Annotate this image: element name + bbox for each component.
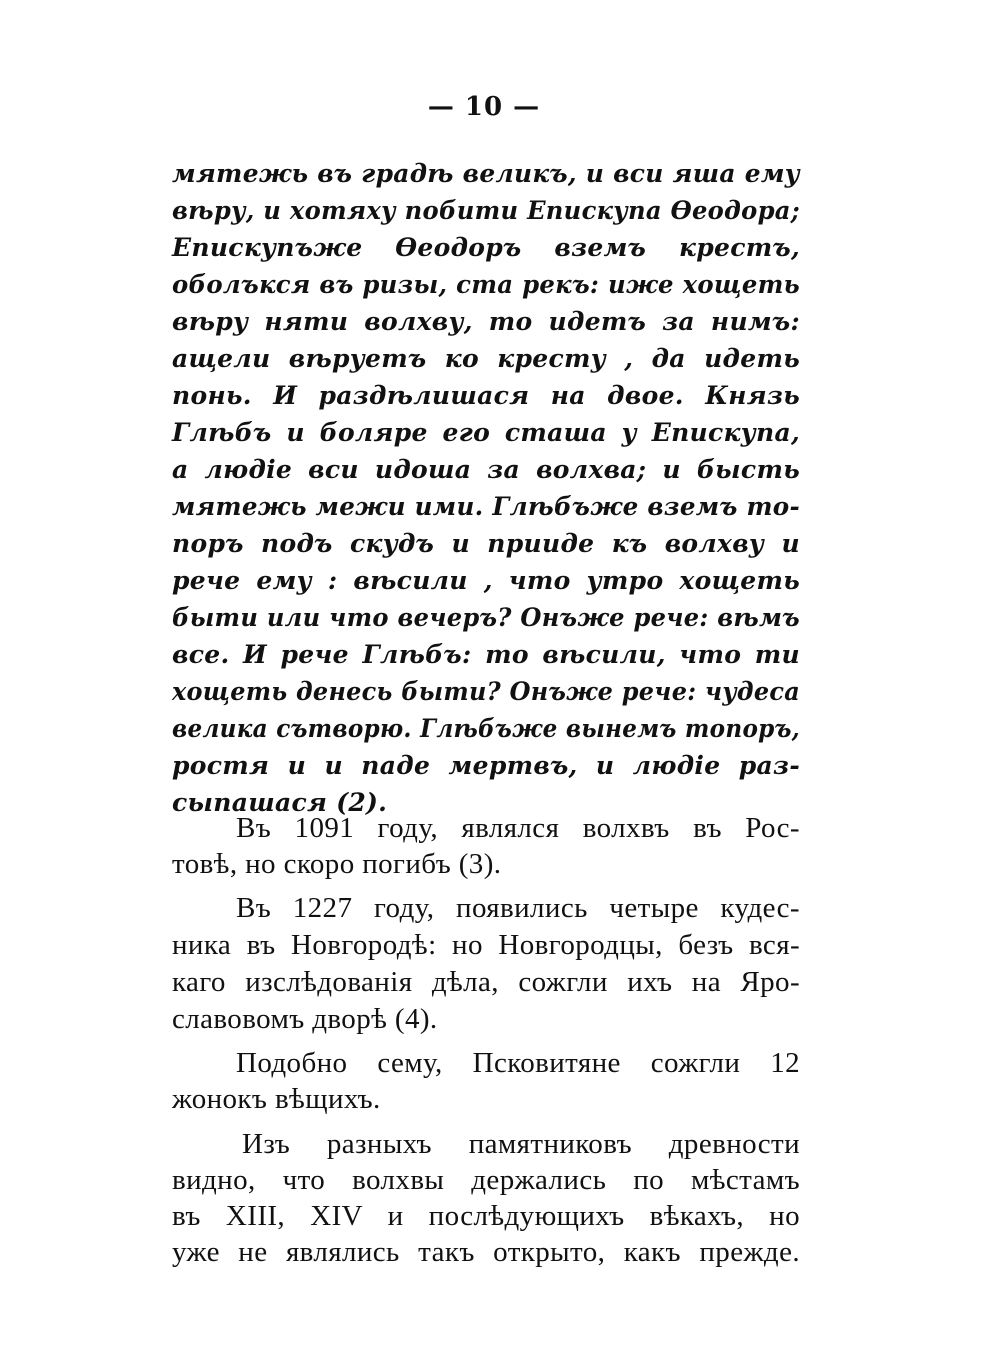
quote-line: ащели вѣруетъ ко кресту , да идеть (172, 344, 800, 373)
paragraph-line: жонокъ вѣщихъ. (172, 1083, 381, 1115)
quote-line: ростя и и паде мертвъ, и людіе раз- (172, 751, 800, 780)
quote-line: поръ подъ скудъ и прииде къ волхву и (172, 529, 800, 558)
quote-line: рече ему : вѣсили , что утро хощеть (172, 566, 800, 595)
quote-line: мятежь межи ими. Глѣбъже вземъ то- (172, 492, 800, 521)
paragraph-line: уже не являлись такъ открыто, какъ прежде. (172, 1236, 800, 1268)
page-number: — 10 — (427, 92, 541, 122)
quote-line: Глѣбъ и боляре его сташа у Епискупа, (172, 418, 800, 447)
quote-line: быти или что вечеръ? Онъже рече: вѣмъ (172, 603, 800, 632)
paragraph-line: Въ 1227 году, появились четыре кудес- (236, 892, 800, 924)
paragraph-line: Изъ разныхъ памятниковъ древности (242, 1128, 800, 1160)
quote-line: вѣру няти волхву, то идетъ за нимъ: (172, 307, 800, 336)
quote-line: мятежь въ градѣ великъ, и вси яша ему (172, 159, 800, 188)
quote-line: велика сътворю. Глѣбъже вынемъ топоръ, (172, 714, 800, 743)
quote-line: Епискупъже Өеодоръ вземъ крестъ, (172, 233, 800, 262)
quote-line: оболъкся въ ризы, ста рекъ: иже хощеть (172, 270, 800, 299)
quote-line: вѣру, и хотяху побити Епискупа Өеодора; (172, 196, 800, 225)
quote-line: сыпашася (2). (172, 788, 388, 817)
paragraph-line: ника въ Новгородѣ: но Новгородцы, безъ вся- (172, 929, 800, 961)
paragraph-line: видно, что волхвы держались по мѣстамъ (172, 1164, 800, 1196)
paragraph-line: товѣ, но скоро погибъ (3). (172, 848, 502, 880)
quote-line: все. И рече Глѣбъ: то вѣсили, что ти (172, 640, 800, 669)
quote-line: а людіе вси идоша за волхва; и бысть (172, 455, 800, 484)
paragraph-line: въ XIII, XIV и послѣдующихъ вѣкахъ, но (172, 1200, 800, 1232)
paragraph-line: Подобно сему, Псковитяне сожгли 12 (236, 1047, 800, 1079)
paragraph-line: каго изслѣдованія дѣла, сожгли ихъ на Яро- (172, 966, 800, 998)
paragraph-line: славовомъ дворѣ (4). (172, 1003, 438, 1035)
paragraph-line: Въ 1091 году, являлся волхвъ въ Рос- (236, 812, 800, 844)
quote-line: понь. И раздѣлишася на двое. Князь (172, 381, 800, 410)
quote-line: хощеть денесь быти? Онъже рече: чудеса (172, 677, 800, 706)
